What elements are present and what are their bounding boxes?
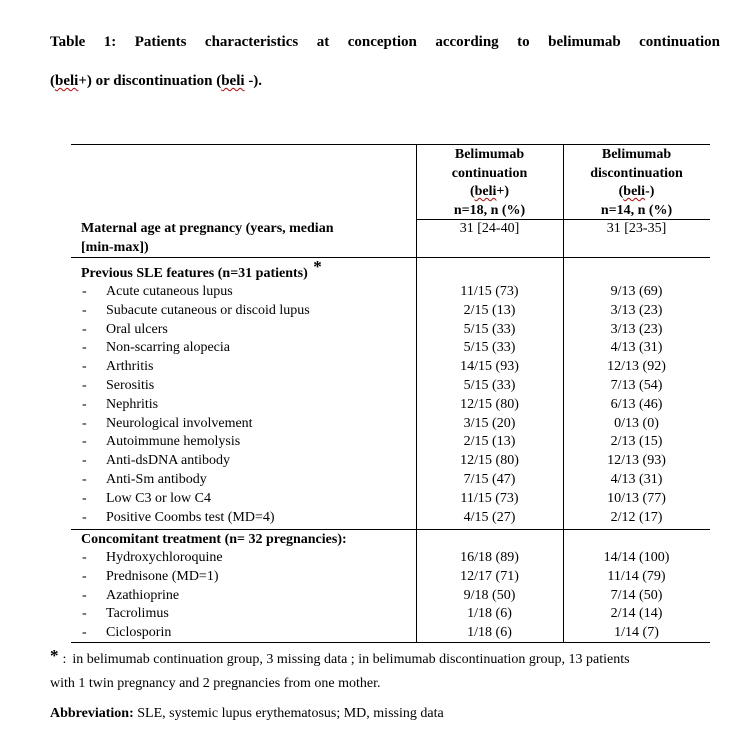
value-continuation: 2/15 (13) (463, 434, 516, 450)
value-continuation: 4/15 (27) (463, 509, 516, 525)
row-label: Ciclosporin (106, 625, 172, 641)
row-label: Subacute cutaneous or discoid lupus (106, 302, 310, 318)
row-dash: - (82, 415, 87, 431)
value-continuation: 16/18 (89) (460, 550, 519, 565)
row-label: Arthritis (106, 359, 154, 375)
row-dash: - (82, 434, 87, 450)
column-header-continuation: Belimumab continuation (beli+) n=18, n (%) (451, 147, 528, 218)
asterisk-marker: * (313, 257, 322, 276)
table-title-line2: (beli+) or discontinuation (beli -). (50, 73, 263, 89)
sle-section-heading: Previous SLE features (n=31 patients) * (81, 257, 322, 281)
value-discontinuation: 6/13 (46) (610, 396, 663, 412)
row-label: Azathioprine (106, 587, 180, 603)
value-continuation: 2/15 (13) (463, 302, 516, 318)
value-discontinuation: 4/13 (31) (610, 340, 663, 356)
value-continuation: 12/15 (80) (460, 453, 519, 469)
value-continuation: 9/18 (50) (463, 587, 516, 603)
value-discontinuation: 4/13 (31) (610, 472, 663, 487)
value-discontinuation: 2/13 (15) (610, 434, 663, 450)
value-discontinuation: 11/14 (79) (607, 568, 666, 584)
row-dash: - (82, 378, 87, 393)
row-dash: - (82, 453, 87, 469)
value-continuation: 5/15 (33) (463, 340, 516, 356)
row-label: Low C3 or low C4 (106, 490, 211, 506)
sle-section-bottom-rule (71, 529, 710, 530)
row-label: Anti-Sm antibody (106, 472, 207, 487)
value-discontinuation: 3/13 (23) (610, 321, 663, 337)
row-label: Prednisone (MD=1) (106, 568, 219, 584)
value-continuation: 5/15 (33) (463, 321, 516, 337)
row-label: Positive Coombs test (MD=4) (106, 509, 275, 525)
value-continuation: 11/15 (73) (460, 490, 519, 506)
row-label: Hydroxychloroquine (106, 550, 223, 565)
age-value-continuation: 31 [24-40] (459, 221, 520, 236)
row-dash: - (82, 340, 87, 356)
value-discontinuation: 7/14 (50) (610, 587, 663, 603)
value-discontinuation: 1/14 (7) (614, 625, 659, 641)
row-label: Neurological involvement (106, 415, 253, 431)
spellcheck-word: beli (221, 73, 245, 89)
row-dash: - (82, 359, 87, 375)
treatment-section-heading: Concomitant treatment (n= 32 pregnancies): (81, 532, 347, 547)
row-label: Acute cutaneous lupus (106, 284, 233, 299)
row-dash: - (82, 606, 87, 622)
row-label: Anti-dsDNA antibody (106, 453, 231, 469)
row-label: Tacrolimus (106, 606, 169, 622)
value-discontinuation: 2/12 (17) (610, 509, 663, 525)
value-continuation: 12/17 (71) (460, 568, 519, 584)
age-value-discontinuation: 31 [23-35] (606, 221, 667, 236)
spellcheck-word: beli (55, 73, 79, 89)
row-dash: - (82, 302, 87, 318)
row-dash: - (82, 490, 87, 506)
value-discontinuation: 7/13 (54) (610, 378, 663, 393)
value-discontinuation: 14/14 (100) (603, 550, 670, 565)
value-continuation: 11/15 (73) (460, 284, 519, 299)
row-dash: - (82, 509, 87, 525)
value-continuation: 5/15 (33) (463, 378, 516, 393)
value-continuation: 1/18 (6) (467, 606, 512, 622)
value-discontinuation: 0/13 (0) (614, 415, 659, 431)
row-dash: - (82, 321, 87, 337)
table-top-rule (71, 144, 710, 145)
age-row-label: Maternal age at pregnancy (years, median [min-max]) (81, 221, 334, 255)
spellcheck-word: beli (623, 184, 646, 199)
row-dash: - (82, 396, 87, 412)
row-dash: - (82, 472, 87, 487)
row-dash: - (82, 625, 87, 641)
value-discontinuation: 9/13 (69) (610, 284, 663, 299)
value-continuation: 7/15 (47) (463, 472, 516, 487)
row-dash: - (82, 284, 87, 299)
value-continuation: 3/15 (20) (463, 415, 516, 431)
table-title-line1: Table 1: Patients characteristics at conception according to belimumab continuation (50, 34, 720, 50)
row-dash: - (82, 587, 87, 603)
value-discontinuation: 2/14 (14) (610, 606, 663, 622)
abbreviation-note: Abbreviation: SLE, systemic lupus erythematosus; MD, missing data (50, 706, 444, 721)
row-dash: - (82, 568, 87, 584)
value-continuation: 14/15 (93) (460, 359, 519, 375)
value-continuation: 12/15 (80) (460, 396, 519, 412)
row-label: Oral ulcers (106, 321, 168, 337)
row-label: Serositis (106, 378, 155, 393)
row-label: Non-scarring alopecia (106, 340, 230, 356)
row-label: Autoimmune hemolysis (106, 434, 241, 450)
value-discontinuation: 12/13 (92) (607, 359, 666, 375)
spellcheck-word: beli (474, 184, 497, 199)
column-header-discontinuation: Belimumab discontinuation (beli-) n=14, n (%) (590, 147, 683, 218)
row-label: Nephritis (106, 396, 159, 412)
value-discontinuation: 3/13 (23) (610, 302, 663, 318)
value-continuation: 1/18 (6) (467, 625, 512, 641)
age-row-bottom-rule (71, 257, 710, 258)
row-dash: - (82, 550, 87, 565)
footnote: * : in belimumab continuation group, 3 missing data ; in belimumab discontinuation group, 13 patients with 1 twin pregnancy and 2 pregnancies from one mother. (50, 646, 630, 691)
value-discontinuation: 10/13 (77) (607, 490, 666, 506)
value-discontinuation: 12/13 (93) (607, 453, 666, 469)
